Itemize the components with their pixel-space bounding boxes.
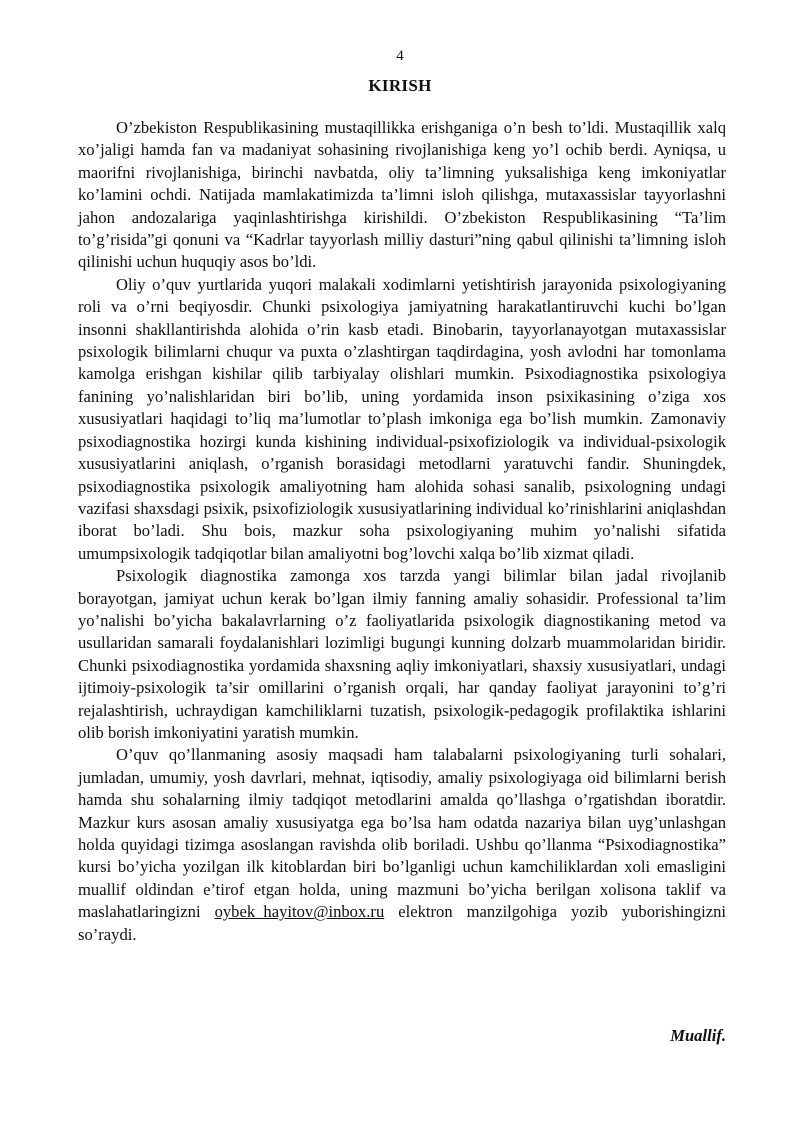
email-link[interactable]: oybek_hayitov@inbox.ru — [214, 902, 385, 922]
author-signature: Muallif. — [670, 1026, 726, 1045]
paragraph-4 — [78, 744, 726, 946]
paragraph-4-text-start: O’quv qo’llanmaning asosiy maqsadi ham talabalarni psixologiyaning turli sohalari, jumladan, umumiy, yosh davrlari, mehnat, iqtisodiy, amaliy psixologiyaga oid bilimlarni berish hamda shu sohalarning ilmiy tadqiqot metodlarini amalda qo’llashga o’rgatishdan iboratdir. Mazkur kurs asosan amaliy xususiyatga ega bo’lsa ham odatda nazariya bilan uyg’unlashgan holda quyidagi tizimga asoslangan ravishda olib boriladi. Ushbu qo’llanma “Psixodiagnostika” kursi bo’yicha yozilgan ilk kitoblardan biri bo’lganligi uchun kamchiliklardan xoli emasligini muallif oldindan e’tirof etgan holda, uning mazmuni bo’yicha berilgan xolisona taklif va maslahatlaringizni — [78, 745, 726, 922]
paragraph-1: O’zbekiston Respublikasining mustaqillikka erishganiga o’n besh to’ldi. Mustaqillik xalq xo’jaligi hamda fan va madaniyat sohasining rivojlanishiga keng yo’l ochib berdi. Ayniqsa, u maorifni rivojlanishiga, birinchi navbatda, oliy ta’limning yuksalishiga keng imkoniyatlar ko’lamini ochdi. Natijada mamlakatimizda ta’limni isloh qilishga, mutaxassislar tayyorlashni jahon andozalariga yaqinlashtirishga kirishildi. O’zbekiston Respublikasining “Ta’lim to’g’risida”gi qonuni va “Kadrlar tayyorlash milliy dasturi”ning qabul qilinishi ta’limning isloh qilinishi uchun huquqiy asos bo’ldi. — [78, 118, 726, 272]
section-heading: KIRISH — [368, 76, 432, 95]
paragraph-2: Oliy o’quv yurtlarida yuqori malakali xodimlarni yetishtirish jarayonida psixologiyaning roli va o’rni beqiyosdir. Chunki psixologiya jamiyatning harakatlantiruvchi kuchi bo’lgan insonni shakllantirishda alohida o’rin kasb etadi. Binobarin, tayyorlanayotgan mutaxassislar psixologik bilimlarni chuqur va puxta o’zlashtirgan taqdirdagina, yosh avlodni har tomonlama kamolga erishgan kishilar qilib tarbiyalay olishlari mumkin. Psixodiagnostika psixologiya fanining yo’nalishlaridan biri bo’lib, uning yordamida inson psixikasining o’ziga xos xususiyatlari haqidagi to’liq ma’lumotlar to’plash imkoniga ega bo’lish mumkin. Zamonaviy psixodiagnostika hozirgi kunda kishining individual-psixofiziologik va individual-psixologik xususiyatlarini aniqlash, o’rganish borasidagi metodlarni yaratuvchi fandir. Shuningdek, psixodiagnostika psixologik amaliyotning ham alohida sohasi sanalib, psixologning undagi vazifasi shaxsdagi psixik, psixofiziologik xususiyatlarining individual ko’rinishlarini aniqlashdan iborat bo’ladi. Shu bois, mazkur soha psixologiyaning muhim yo’nalishi sifatida umumpsixologik tadqiqotlar bilan amaliyotni bog’lovchi xalqa bo’lib xizmat qiladi. — [78, 274, 726, 563]
paragraph-4-text-end: elektron manzilgohiga yozib yuborishingizni so’raydi. — [78, 902, 726, 944]
body-text — [78, 117, 726, 946]
page-number: 4 — [396, 48, 404, 64]
paragraph-3: Psixologik diagnostika zamonga xos tarzda yangi bilimlar bilan jadal rivojlanib borayotgan, jamiyat uchun kerak bo’lgan ilmiy fanning amaliy sohasidir. Professional ta’lim yo’nalishi bo’yicha bakalavrlarning o’z faoliyatlarida psixologik diagnostikaning metod va usullaridan samarali foydalanishlari lozimligi bugungi kunning dolzarb muammolaridan biridir. Chunki psixodiagnostika yordamida shaxsning aqliy imkoniyatlari, shaxsiy xususiyatlari, undagi ijtimoiy-psixologik ta’sir omillarini o’rganish orqali, har qanday faoliyat jarayonini to’g’ri rejalashtirish, uchraydigan kamchiliklarni tuzatish, psixologik-pedagogik profilaktika ishlarini olib borish imkoniyatini yaratish mumkin. — [78, 566, 726, 742]
